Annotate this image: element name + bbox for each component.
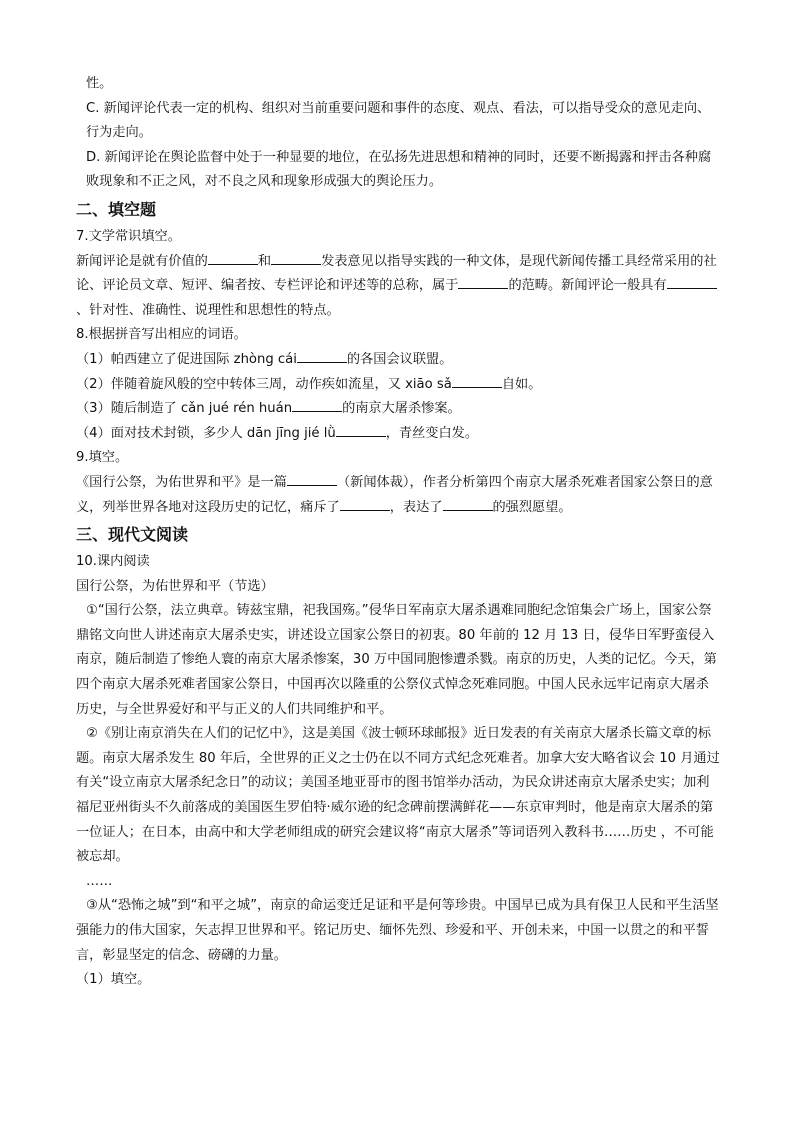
question-9-title: 9.填空。: [76, 450, 129, 466]
question-8-item-2: （2）伴随着旋风般的空中转体三周，动作疾如流星，又 xiāo sǎ 自如。: [76, 373, 721, 398]
answer-blank[interactable]: [208, 250, 258, 265]
answer-blank[interactable]: [287, 471, 337, 486]
answer-blank[interactable]: [292, 397, 342, 412]
question-7-body: 新闻评论是就有价值的 和 发表意见以指导实践的一种文体，是现代新闻传播工具经常采用的社论、评论员文章、短评、编者按、专栏评论和评述等的总称，属于 的范畴。新闻评论一般具有、针对性、准确性、说理性和思想性的特点。: [76, 250, 721, 324]
answer-blank[interactable]: [336, 422, 386, 437]
question-8-item-4: （4）面对技术封锁，多少人 dān jīng jié lǜ ，青丝变白发。: [76, 422, 721, 447]
question-7-title: 7.文学常识填空。: [76, 228, 181, 244]
answer-blank[interactable]: [443, 496, 493, 511]
answer-blank[interactable]: [667, 274, 717, 289]
answer-blank[interactable]: [452, 373, 502, 388]
section-heading-fill-blank: 二、填空题: [76, 199, 157, 219]
option-continuation: 性。: [86, 76, 113, 91]
option-d: D. 新闻评论在舆论监督中处于一种显要的地位，在弘扬先进思想和精神的同时，还要不断揭露和抨击各种腐败现象和不正之风，对不良之风和现象形成强大的舆论压力。: [86, 149, 712, 190]
passage-paragraph-1: ①“国行公祭，法立典章。铸兹宝鼎，祀我国殇。”侵华日军南京大屠杀遇难同胞纪念馆集会广场上，国家公祭鼎铭文向世人讲述南京大屠杀史实，讲述设立国家公祭日的初衷。80 年前的 12 月 13 日，侵华日军野蛮侵入南京，随后制造了惨绝人寰的南京大屠杀惨案，30 万中国同胞惨遭杀戮。南京的历史，人类的记忆。今天，第四个南京大屠杀死难者国家公祭日，中国再次以隆重的公祭仪式悼念死难同胞。中国人民永远牢记南京大屠杀历史，与全世界爱好和平与正义的人们共同维护和平。: [76, 603, 717, 717]
section-heading-reading: 三、现代文阅读: [76, 525, 189, 545]
passage-paragraph-2: ②《别让南京消失在人们的记忆中》，这是美国《波士顿环球邮报》近日发表的有关南京大屠杀长篇文章的标题。南京大屠杀发生 80 年后，全世界的正义之士仍在以不同方式纪念死难者。加拿大安大略省议会 10 月通过有关“设立南京大屠杀纪念日”的动议；美国圣地亚哥市的图书馆举办活动，为民众讲述南京大屠杀史实；加利福尼亚州街头不久前落成的美国医生罗伯特·威尔逊的纪念碑前摆满鲜花——东京审判时，他是南京大屠杀的第一位证人；在日本，由高中和大学老师组成的研究会建议将“南京大屠杀”等词语列入教科书……历史 ，不可能被忘却。: [76, 726, 720, 865]
passage-title: 国行公祭，为佑世界和平（节选）: [76, 578, 274, 594]
sub-question-1: （1）填空。: [76, 972, 151, 988]
answer-blank[interactable]: [271, 250, 321, 265]
answer-blank[interactable]: [458, 274, 508, 289]
passage-paragraph-3: ③从“恐怖之城”到“和平之城”，南京的命运变迁足证和平是何等珍贵。中国早已成为具有保卫人民和平生活坚强能力的伟大国家，矢志捍卫世界和平。铭记历史、缅怀先烈、珍爱和平、开创未来，中国一以贯之的和平誓言，彰显坚定的信念、磅礴的力量。: [76, 898, 719, 963]
question-8-item-1: （1）帕西建立了促进国际 zhòng cái 的各国会议联盟。: [76, 348, 721, 373]
question-9-body: 《国行公祭，为佑世界和平》是一篇 （新闻体裁），作者分析第四个南京大屠杀死难者国家公祭日的意义，列举世界各地对这段历史的记忆，痛斥了 ，表达了 的强烈愿望。: [76, 471, 721, 520]
question-8-title: 8.根据拼音写出相应的词语。: [76, 327, 247, 343]
question-10-title: 10.课内阅读: [76, 554, 150, 570]
option-c: C. 新闻评论代表一定的机构、组织对当前重要问题和事件的态度、观点、看法，可以指导受众的意见走向、行为走向。: [86, 100, 711, 141]
document-page: [76, 72, 721, 993]
question-8-item-3: （3）随后制造了 cǎn jué rén huán 的南京大屠杀惨案。: [76, 397, 721, 422]
answer-blank[interactable]: [340, 496, 390, 511]
passage-ellipsis: ……: [86, 873, 113, 889]
answer-blank[interactable]: [297, 348, 347, 363]
